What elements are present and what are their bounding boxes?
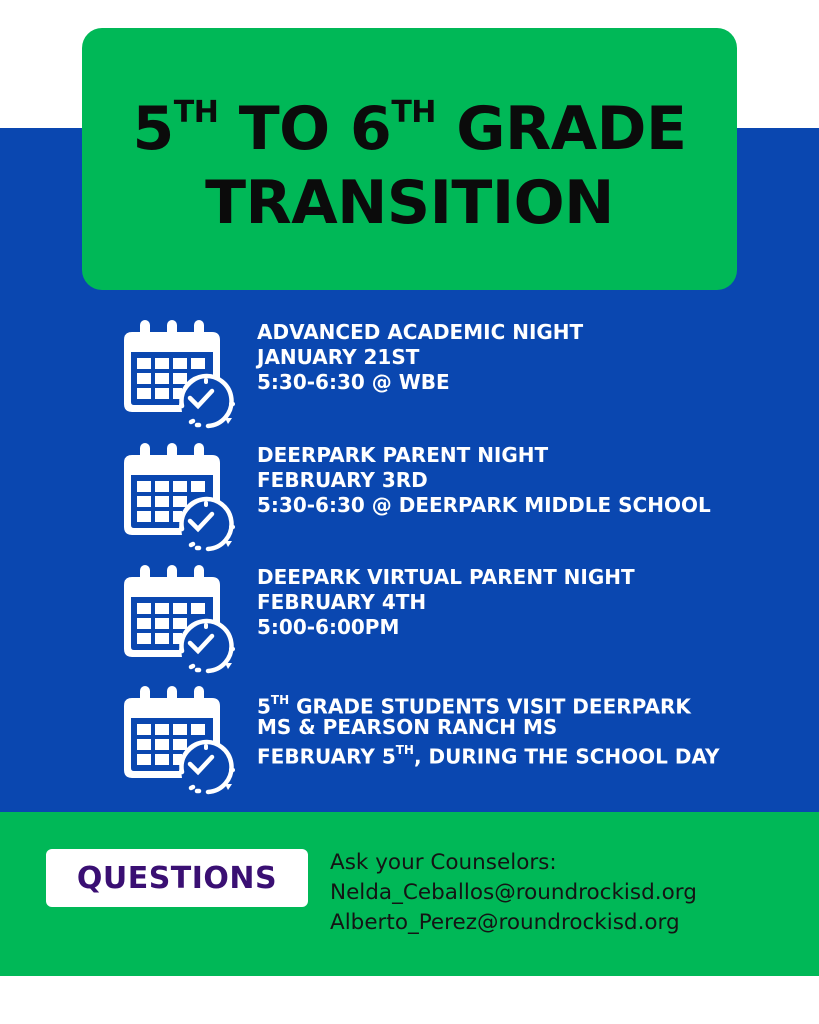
- event-title-fragment: 5: [257, 694, 271, 719]
- calendar-clock-icon: [124, 686, 236, 796]
- counselor-email-1: Nelda_Ceballos@roundrockisd.org: [330, 880, 697, 905]
- title-fragment: 5: [132, 94, 174, 164]
- event-date: JANUARY 21ST: [257, 345, 420, 369]
- event-time-location: 5:00-6:00PM: [257, 615, 400, 639]
- calendar-clock-icon: [124, 443, 236, 553]
- event-date: FEBRUARY 3RD: [257, 468, 428, 492]
- calendar-clock-icon: [124, 565, 236, 675]
- event-superscript: TH: [395, 743, 414, 757]
- event-text: [257, 565, 635, 640]
- event-date-time: [257, 740, 720, 769]
- event-time-location: 5:30-6:30 @ DEERPARK MIDDLE SCHOOL: [257, 493, 711, 517]
- event-title: ADVANCED ACADEMIC NIGHT: [257, 320, 584, 344]
- event-deerpark-parent-night: [124, 443, 784, 553]
- title-banner: [82, 28, 737, 290]
- title-fragment: GRADE: [435, 94, 687, 164]
- event-title: DEEPARK VIRTUAL PARENT NIGHT: [257, 565, 635, 589]
- calendar-clock-icon: [124, 320, 236, 430]
- event-title: DEERPARK PARENT NIGHT: [257, 443, 549, 467]
- event-advanced-academic-night: [124, 320, 784, 430]
- event-virtual-parent-night: [124, 565, 784, 675]
- counselor-contacts: [330, 848, 697, 938]
- title-line-2: TRANSITION: [205, 168, 614, 238]
- questions-badge: [46, 849, 308, 907]
- event-superscript: TH: [270, 693, 290, 707]
- title-fragment: TO 6: [218, 94, 392, 164]
- event-date-fragment: FEBRUARY 5: [257, 744, 396, 769]
- title-superscript: TH: [173, 95, 219, 130]
- event-title-fragment: GRADE STUDENTS VISIT DEERPARK: [289, 694, 691, 719]
- event-title: [257, 690, 720, 719]
- counselor-email-2: Alberto_Perez@roundrockisd.org: [330, 910, 680, 935]
- event-date-fragment: , DURING THE SCHOOL DAY: [413, 744, 720, 769]
- title-superscript: TH: [391, 95, 436, 130]
- event-time-location: 5:30-6:30 @ WBE: [257, 370, 450, 394]
- event-school-visit: [124, 686, 784, 796]
- questions-label: QUESTIONS: [76, 860, 278, 896]
- contact-intro: Ask your Counselors:: [330, 850, 557, 875]
- event-text: [257, 690, 720, 769]
- title-line-1: [133, 82, 687, 166]
- event-date: FEBRUARY 4TH: [257, 590, 427, 614]
- event-text: [257, 320, 583, 395]
- event-text: [257, 443, 711, 518]
- event-location: MS & PEARSON RANCH MS: [257, 715, 558, 739]
